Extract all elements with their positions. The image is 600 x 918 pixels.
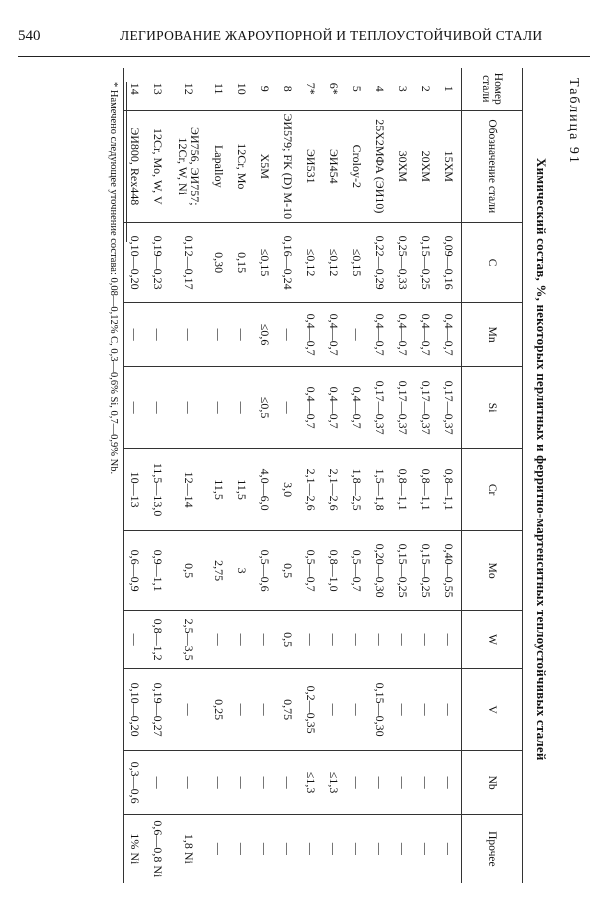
cell-v: — bbox=[438, 669, 462, 751]
cell-nb: — bbox=[438, 751, 462, 815]
cell-w: — bbox=[231, 611, 254, 669]
col-header-cr: Cr bbox=[462, 449, 523, 531]
cell-v: — bbox=[170, 669, 208, 751]
cell-name: Croloy-2 bbox=[346, 110, 369, 223]
header-rule bbox=[18, 56, 590, 57]
cell-cr: 0,8—1,1 bbox=[392, 449, 415, 531]
running-title: ЛЕГИРОВАНИЕ ЖАРОУПОРНОЙ И ТЕПЛОУСТОЙЧИВОЙ СТАЛИ bbox=[120, 28, 543, 43]
col-header-mn: Mn bbox=[462, 303, 523, 367]
cell-cr: 11,5—13,0 bbox=[147, 449, 170, 531]
col-header-nb: Nb bbox=[462, 751, 523, 815]
cell-name: ЭИ531 bbox=[300, 110, 323, 223]
table-row bbox=[323, 68, 346, 883]
table-row bbox=[369, 68, 392, 883]
cell-v: 0,2—0,35 bbox=[300, 669, 323, 751]
cell-mn: — bbox=[124, 303, 148, 367]
cell-w: — bbox=[392, 611, 415, 669]
cell-si: 0,17—0,37 bbox=[369, 367, 392, 449]
cell-name: ЭИ454 bbox=[323, 110, 346, 223]
cell-v: — bbox=[231, 669, 254, 751]
cell-mo: 0,9—1,1 bbox=[147, 531, 170, 611]
col-header-w: W bbox=[462, 611, 523, 669]
cell-mn: 0,4—0,7 bbox=[415, 303, 438, 367]
cell-nb: — bbox=[346, 751, 369, 815]
cell-cr: 1,5—1,8 bbox=[369, 449, 392, 531]
cell-w: — bbox=[369, 611, 392, 669]
cell-v: — bbox=[415, 669, 438, 751]
cell-mn: 0,4—0,7 bbox=[300, 303, 323, 367]
col-header-name: Обозначение стали bbox=[462, 110, 523, 223]
col-header-other: Прочее bbox=[462, 815, 523, 883]
table-row bbox=[392, 68, 415, 883]
cell-other: — bbox=[392, 815, 415, 883]
cell-other: 0,6—0,8 Ni bbox=[147, 815, 170, 883]
cell-nb: — bbox=[392, 751, 415, 815]
page-number: 540 bbox=[18, 28, 41, 44]
cell-num: 10 bbox=[235, 82, 250, 95]
cell-name: 20ХМ bbox=[415, 110, 438, 223]
cell-c: ≤0,15 bbox=[346, 223, 369, 303]
col-header-si: Si bbox=[462, 367, 523, 449]
cell-si: ≤0,5 bbox=[254, 367, 277, 449]
cell-other: — bbox=[277, 815, 300, 883]
cell-num: 3 bbox=[396, 85, 411, 92]
cell-name: 12Cr, Mo, W, V bbox=[147, 110, 170, 223]
cell-other: — bbox=[231, 815, 254, 883]
cell-mo: 2,75 bbox=[208, 531, 231, 611]
cell-other: — bbox=[438, 815, 462, 883]
table-row bbox=[346, 68, 369, 883]
cell-mo: 0,20—0,30 bbox=[369, 531, 392, 611]
cell-mn: — bbox=[277, 303, 300, 367]
cell-num: 2 bbox=[419, 85, 434, 92]
table-row bbox=[254, 68, 277, 883]
cell-w: — bbox=[124, 611, 148, 669]
cell-num: 5 bbox=[350, 85, 365, 92]
cell-cr: 2,1—2,6 bbox=[300, 449, 323, 531]
cell-c: 0,09—0,16 bbox=[438, 223, 462, 303]
col-header-mo: Mo bbox=[462, 531, 523, 611]
cell-name: 25Х2МФА (ЭИ10) bbox=[369, 110, 392, 223]
table-row bbox=[277, 68, 300, 883]
table-row bbox=[147, 68, 170, 883]
cell-mo: 0,15—0,25 bbox=[415, 531, 438, 611]
cell-w: — bbox=[346, 611, 369, 669]
cell-num: 8 bbox=[281, 85, 296, 92]
cell-nb: — bbox=[277, 751, 300, 815]
cell-mn: ≤0,6 bbox=[254, 303, 277, 367]
table-row bbox=[415, 68, 438, 883]
cell-si: 0,17—0,37 bbox=[392, 367, 415, 449]
cell-mn: 0,4—0,7 bbox=[369, 303, 392, 367]
cell-si: 0,17—0,37 bbox=[438, 367, 462, 449]
cell-num: 6* bbox=[327, 82, 342, 95]
cell-w: — bbox=[323, 611, 346, 669]
cell-other: 1% Ni bbox=[124, 815, 148, 883]
cell-cr: 10—13 bbox=[124, 449, 148, 531]
cell-name: ЭИ756, ЭИ757; 12Cr, W, Ni bbox=[170, 110, 208, 223]
cell-mn: 0,4—0,7 bbox=[323, 303, 346, 367]
cell-w: 0,5 bbox=[277, 611, 300, 669]
cell-v: — bbox=[323, 669, 346, 751]
cell-cr: 3,0 bbox=[277, 449, 300, 531]
cell-mn: 0,4—0,7 bbox=[392, 303, 415, 367]
rotated-table-block bbox=[85, 68, 585, 918]
cell-num: 13 bbox=[151, 82, 166, 95]
cell-other: — bbox=[254, 815, 277, 883]
cell-v: — bbox=[346, 669, 369, 751]
cell-si: — bbox=[170, 367, 208, 449]
cell-cr: 4,0—6,0 bbox=[254, 449, 277, 531]
cell-c: 0,30 bbox=[208, 223, 231, 303]
cell-mo: 0,40—0,55 bbox=[438, 531, 462, 611]
cell-c: 0,15—0,25 bbox=[415, 223, 438, 303]
cell-c: ≤0,15 bbox=[254, 223, 277, 303]
cell-cr: 11,5 bbox=[208, 449, 231, 531]
cell-si: — bbox=[147, 367, 170, 449]
cell-nb: — bbox=[254, 751, 277, 815]
cell-w: 2,5—3,5 bbox=[170, 611, 208, 669]
cell-cr: 2,1—2,6 bbox=[323, 449, 346, 531]
cell-name: 15ХМ bbox=[438, 110, 462, 223]
cell-mn: — bbox=[231, 303, 254, 367]
cell-mo: 0,5—0,6 bbox=[254, 531, 277, 611]
cell-nb: — bbox=[208, 751, 231, 815]
page-header bbox=[0, 0, 600, 60]
cell-w: — bbox=[438, 611, 462, 669]
composition-table bbox=[123, 68, 523, 883]
cell-other: — bbox=[369, 815, 392, 883]
cell-mo: 0,5—0,7 bbox=[346, 531, 369, 611]
cell-si: 0,4—0,7 bbox=[323, 367, 346, 449]
cell-c: 0,15 bbox=[231, 223, 254, 303]
cell-name: Lapalloy bbox=[208, 110, 231, 223]
cell-mo: 3 bbox=[231, 531, 254, 611]
cell-other: — bbox=[415, 815, 438, 883]
col-header-v: V bbox=[462, 669, 523, 751]
cell-mn: — bbox=[208, 303, 231, 367]
cell-w: — bbox=[415, 611, 438, 669]
cell-mn: 0,4—0,7 bbox=[438, 303, 462, 367]
table-number: Таблица 91 bbox=[566, 78, 581, 165]
cell-nb: ≤1,3 bbox=[323, 751, 346, 815]
cell-nb: — bbox=[231, 751, 254, 815]
cell-mn: — bbox=[170, 303, 208, 367]
cell-num: 11 bbox=[212, 82, 227, 95]
cell-v: 0,19—0,27 bbox=[147, 669, 170, 751]
cell-name: Х5М bbox=[254, 110, 277, 223]
cell-name: ЭИ579; FK (D) M-10 bbox=[277, 110, 300, 223]
cell-nb: ≤1,3 bbox=[300, 751, 323, 815]
table-row bbox=[170, 68, 208, 883]
col-header-num: Номер стали bbox=[462, 68, 523, 110]
table-title: Химический состав, %, некоторых перлитных и ферритно-мартенситных теплоустойчивых сталей bbox=[534, 158, 549, 761]
cell-si: — bbox=[231, 367, 254, 449]
cell-nb: — bbox=[369, 751, 392, 815]
cell-mo: 0,5—0,7 bbox=[300, 531, 323, 611]
cell-si: — bbox=[277, 367, 300, 449]
footnote-rule bbox=[126, 82, 127, 242]
cell-num: 7* bbox=[304, 82, 319, 95]
cell-w: — bbox=[300, 611, 323, 669]
cell-mn: — bbox=[346, 303, 369, 367]
cell-v: 0,15—0,30 bbox=[369, 669, 392, 751]
cell-si: 0,4—0,7 bbox=[346, 367, 369, 449]
cell-cr: 1,8—2,5 bbox=[346, 449, 369, 531]
cell-v: — bbox=[392, 669, 415, 751]
cell-num: 4 bbox=[373, 85, 388, 92]
cell-other: — bbox=[300, 815, 323, 883]
cell-v: 0,10—0,20 bbox=[124, 669, 148, 751]
cell-w: — bbox=[208, 611, 231, 669]
table-row bbox=[124, 68, 148, 883]
cell-c: ≤0,12 bbox=[323, 223, 346, 303]
cell-c: 0,25—0,33 bbox=[392, 223, 415, 303]
cell-num: 12 bbox=[182, 82, 196, 95]
cell-num: 14 bbox=[124, 68, 148, 110]
cell-c: 0,22—0,29 bbox=[369, 223, 392, 303]
cell-si: 0,4—0,7 bbox=[300, 367, 323, 449]
cell-cr: 12—14 bbox=[170, 449, 208, 531]
cell-other: — bbox=[346, 815, 369, 883]
cell-other: 1,8 Ni bbox=[170, 815, 208, 883]
cell-name: 12Cr, Mo bbox=[231, 110, 254, 223]
table-row bbox=[231, 68, 254, 883]
cell-other: — bbox=[323, 815, 346, 883]
cell-si: — bbox=[124, 367, 148, 449]
cell-other: — bbox=[208, 815, 231, 883]
cell-w: — bbox=[254, 611, 277, 669]
cell-mn: — bbox=[147, 303, 170, 367]
cell-name: ЭИ800, Rex448 bbox=[124, 110, 148, 223]
cell-c: ≤0,12 bbox=[300, 223, 323, 303]
cell-nb: — bbox=[415, 751, 438, 815]
cell-v: 0,75 bbox=[277, 669, 300, 751]
col-header-c: C bbox=[462, 223, 523, 303]
cell-cr: 0,8—1,1 bbox=[415, 449, 438, 531]
cell-nb: — bbox=[147, 751, 170, 815]
cell-c: 0,10—0,20 bbox=[124, 223, 148, 303]
table-row bbox=[438, 68, 462, 883]
table-body bbox=[124, 68, 462, 883]
cell-v: 0,25 bbox=[208, 669, 231, 751]
cell-si: 0,17—0,37 bbox=[415, 367, 438, 449]
cell-v: — bbox=[254, 669, 277, 751]
cell-num: 9 bbox=[258, 85, 273, 92]
cell-mo: 0,8—1,0 bbox=[323, 531, 346, 611]
cell-cr: 11,5 bbox=[231, 449, 254, 531]
table-row bbox=[300, 68, 323, 883]
cell-mo: 0,15—0,25 bbox=[392, 531, 415, 611]
cell-c: 0,12—0,17 bbox=[170, 223, 208, 303]
footnote: * Намечено следующее уточнение состава: 0,08—0,12% C, 0,3—0,6% Si, 0,7—0,9% Nb. bbox=[108, 82, 119, 475]
cell-w: 0,8—1,2 bbox=[147, 611, 170, 669]
cell-mo: 0,6—0,9 bbox=[124, 531, 148, 611]
cell-nb: 0,3—0,6 bbox=[124, 751, 148, 815]
cell-mo: 0,5 bbox=[277, 531, 300, 611]
cell-num: 1 bbox=[442, 85, 457, 92]
cell-mo: 0,5 bbox=[170, 531, 208, 611]
table-row bbox=[208, 68, 231, 883]
cell-name: 30ХМ bbox=[392, 110, 415, 223]
cell-si: — bbox=[208, 367, 231, 449]
cell-c: 0,19—0,23 bbox=[147, 223, 170, 303]
table-header-row bbox=[462, 68, 523, 883]
cell-cr: 0,8—1,1 bbox=[438, 449, 462, 531]
cell-nb: — bbox=[170, 751, 208, 815]
cell-c: 0,16—0,24 bbox=[277, 223, 300, 303]
